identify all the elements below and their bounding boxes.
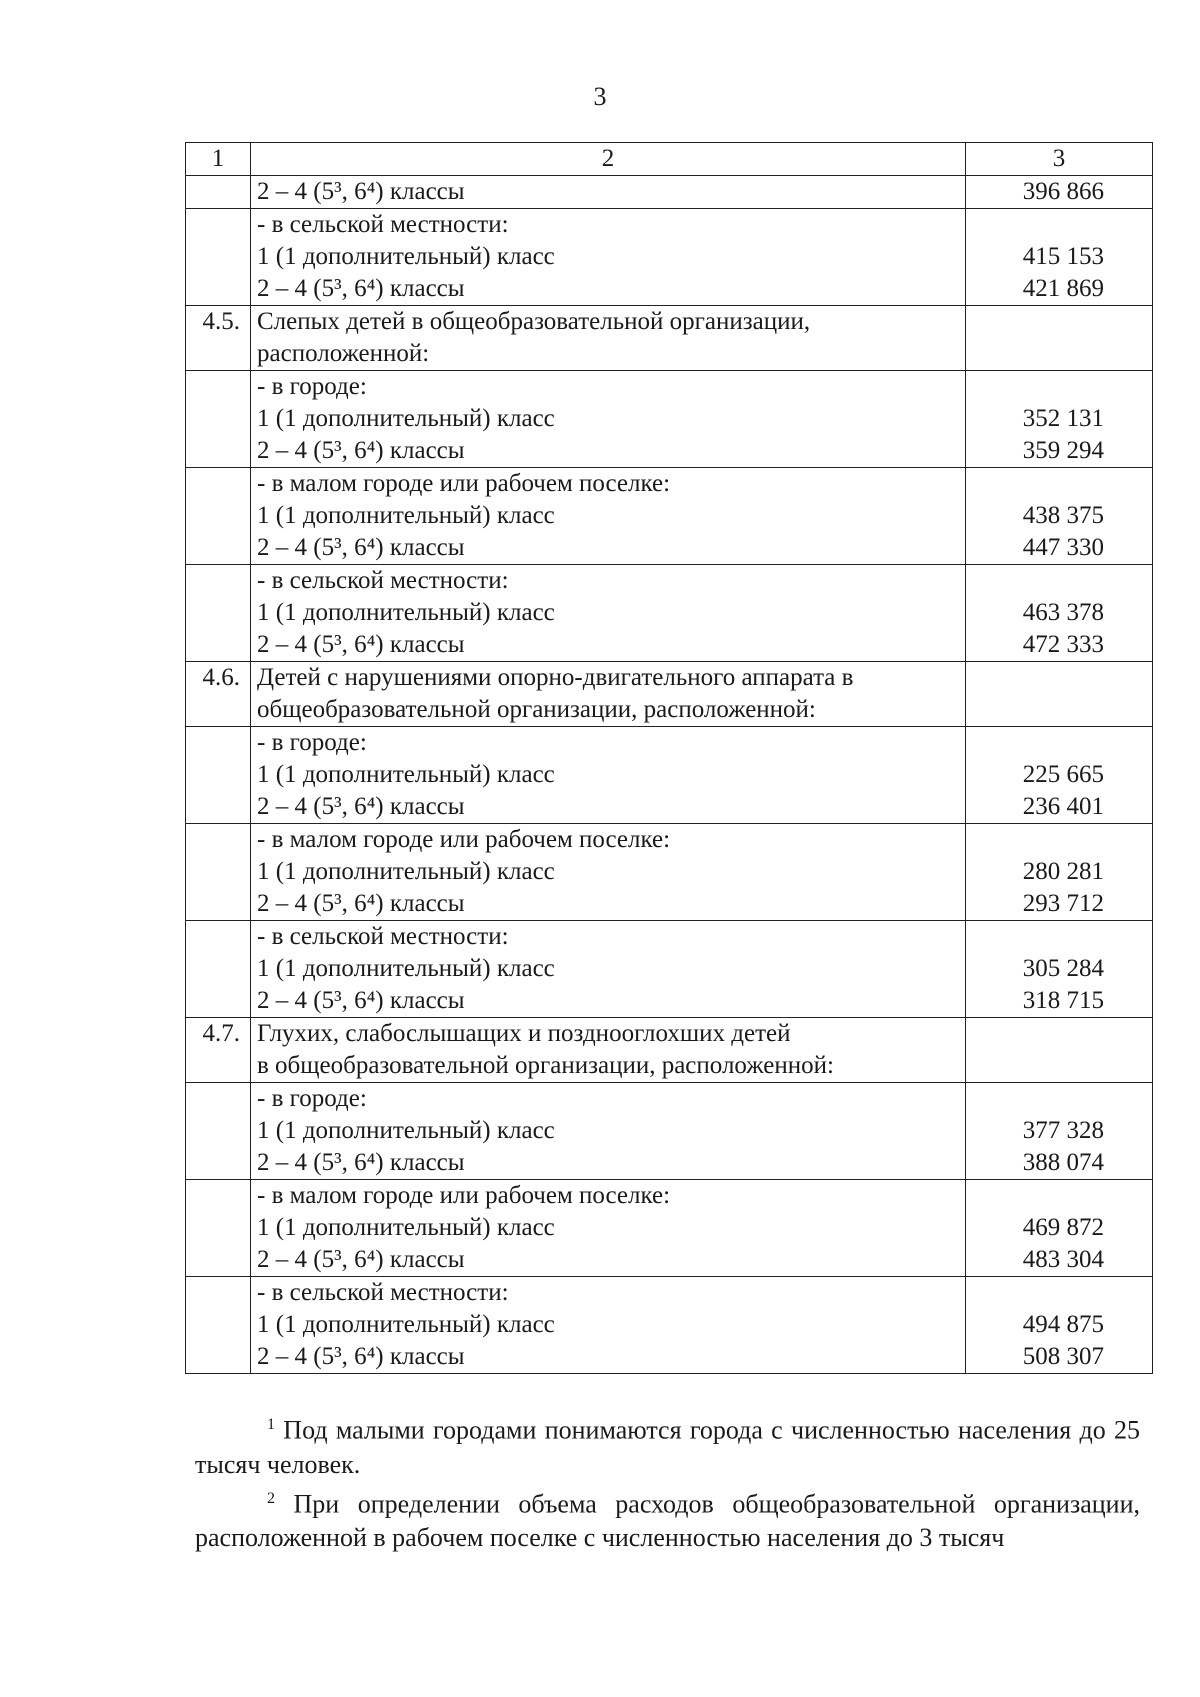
table-row <box>186 306 1153 371</box>
row-number-cell <box>186 824 251 921</box>
value-cell <box>966 468 1153 565</box>
value-cell <box>966 209 1153 306</box>
table-row <box>186 468 1153 565</box>
table-row <box>186 824 1153 921</box>
row-number-cell <box>186 468 251 565</box>
value-line: 318 715 <box>1022 987 1104 1014</box>
value-line <box>972 727 1104 759</box>
description-line: 1 (1 дополнительный) класс <box>257 1117 555 1144</box>
table-row <box>186 1018 1153 1083</box>
value-cell <box>966 176 1153 209</box>
row-number-cell <box>186 209 251 306</box>
table-row <box>186 371 1153 468</box>
table-header-row <box>186 143 1153 176</box>
footnote-2 <box>195 1482 1140 1556</box>
value-cell <box>966 1083 1153 1180</box>
value-line: 415 153 <box>1022 243 1104 270</box>
value-line: 352 131 <box>1022 405 1104 432</box>
page-number: 3 <box>593 82 607 111</box>
table-row <box>186 565 1153 662</box>
value-cell <box>966 727 1153 824</box>
value-line <box>972 1083 1104 1115</box>
description-line: 2 – 4 (5³, 6⁴) классы <box>257 793 465 820</box>
description-line: - в городе: <box>257 1085 367 1112</box>
value-line <box>972 824 1104 856</box>
value-line: 469 872 <box>1022 1214 1104 1241</box>
value-cell <box>966 1277 1153 1374</box>
description-line: 2 – 4 (5³, 6⁴) классы <box>257 987 465 1014</box>
description-line: 1 (1 дополнительный) класс <box>257 243 555 270</box>
value-line: 438 375 <box>1022 502 1104 529</box>
value-line <box>972 921 1104 953</box>
header-col-1: 1 <box>186 143 251 176</box>
value-line: 293 712 <box>1022 890 1104 917</box>
table-row <box>186 727 1153 824</box>
description-line: - в сельской местности: <box>257 1279 509 1306</box>
description-line: 2 – 4 (5³, 6⁴) классы <box>257 534 465 561</box>
description-line: - в сельской местности: <box>257 211 509 238</box>
value-line: 483 304 <box>1022 1246 1104 1273</box>
description-cell <box>251 727 966 824</box>
description-line: 1 (1 дополнительный) класс <box>257 502 555 529</box>
description-line: - в городе: <box>257 373 367 400</box>
table-row <box>186 1277 1153 1374</box>
value-line <box>972 468 1104 500</box>
table-row <box>186 176 1153 209</box>
description-line: 2 – 4 (5³, 6⁴) классы <box>257 890 465 917</box>
description-line: в общеобразовательной организации, расположенной: <box>257 1052 834 1079</box>
description-line: - в малом городе или рабочем поселке: <box>257 1182 671 1209</box>
description-line: - в малом городе или рабочем поселке: <box>257 470 671 497</box>
description-cell <box>251 306 966 371</box>
description-line: 2 – 4 (5³, 6⁴) классы <box>257 178 465 205</box>
description-line: 1 (1 дополнительный) класс <box>257 955 555 982</box>
value-line: 236 401 <box>1022 793 1104 820</box>
value-line: 225 665 <box>1022 761 1104 788</box>
value-line: 388 074 <box>1022 1149 1104 1176</box>
description-cell <box>251 209 966 306</box>
description-cell <box>251 1277 966 1374</box>
description-line: 2 – 4 (5³, 6⁴) классы <box>257 631 465 658</box>
description-line: Глухих, слабослышащих и позднооглохших детей <box>257 1020 791 1047</box>
value-cell <box>966 565 1153 662</box>
value-cell <box>966 662 1153 727</box>
description-line: - в сельской местности: <box>257 567 509 594</box>
description-line: 1 (1 дополнительный) класс <box>257 405 555 432</box>
description-line: - в городе: <box>257 729 367 756</box>
value-line: 359 294 <box>1022 437 1104 464</box>
description-cell <box>251 921 966 1018</box>
description-line: Слепых детей в общеобразовательной организации, <box>257 308 811 335</box>
description-cell <box>251 824 966 921</box>
value-line <box>972 209 1104 241</box>
row-number-cell: 4.6. <box>186 662 251 727</box>
value-line: 472 333 <box>1022 631 1104 658</box>
description-cell <box>251 1083 966 1180</box>
footnote-text: При определении объема расходов общеобразовательной организации, расположенной в рабочем поселке с численностью населения до 3 тысяч <box>195 1489 1140 1553</box>
value-cell <box>966 371 1153 468</box>
value-line: 494 875 <box>1022 1311 1104 1338</box>
value-line: 447 330 <box>1022 534 1104 561</box>
description-cell <box>251 1018 966 1083</box>
description-line: 2 – 4 (5³, 6⁴) классы <box>257 1246 465 1273</box>
row-number-cell: 4.5. <box>186 306 251 371</box>
value-line <box>972 371 1104 403</box>
value-cell <box>966 1180 1153 1277</box>
footnote-mark: 1 <box>267 1416 275 1433</box>
description-cell <box>251 662 966 727</box>
description-cell <box>251 176 966 209</box>
description-line: - в сельской местности: <box>257 923 509 950</box>
description-line: - в малом городе или рабочем поселке: <box>257 826 671 853</box>
table-row <box>186 921 1153 1018</box>
normative-cost-table <box>185 142 1153 1374</box>
description-line: 1 (1 дополнительный) класс <box>257 1311 555 1338</box>
value-line: 377 328 <box>1022 1117 1104 1144</box>
table-row <box>186 662 1153 727</box>
description-line: 1 (1 дополнительный) класс <box>257 761 555 788</box>
row-number-cell <box>186 727 251 824</box>
row-number-cell <box>186 176 251 209</box>
description-cell <box>251 1180 966 1277</box>
description-line: 2 – 4 (5³, 6⁴) классы <box>257 1343 465 1370</box>
description-cell <box>251 565 966 662</box>
description-line: 2 – 4 (5³, 6⁴) классы <box>257 275 465 302</box>
row-number-cell <box>186 1180 251 1277</box>
table-row <box>186 1083 1153 1180</box>
row-number-cell <box>186 371 251 468</box>
description-line: 2 – 4 (5³, 6⁴) классы <box>257 437 465 464</box>
row-number-cell <box>186 921 251 1018</box>
row-number-cell <box>186 565 251 662</box>
value-cell <box>966 824 1153 921</box>
value-line <box>972 1180 1104 1212</box>
description-line: 1 (1 дополнительный) класс <box>257 1214 555 1241</box>
table-row <box>186 1180 1153 1277</box>
row-number-cell <box>186 1277 251 1374</box>
footnotes <box>195 1408 1140 1555</box>
description-line: общеобразовательной организации, расположенной: <box>257 696 816 723</box>
description-line: 1 (1 дополнительный) класс <box>257 599 555 626</box>
description-line: Детей с нарушениями опорно-двигательного аппарата в <box>257 664 854 691</box>
value-line <box>972 565 1104 597</box>
row-number-cell: 4.7. <box>186 1018 251 1083</box>
value-cell <box>966 306 1153 371</box>
footnote-text: Под малыми городами понимаются города с численностью населения до 25 тысяч человек. <box>195 1415 1140 1479</box>
value-cell <box>966 921 1153 1018</box>
header-col-2: 2 <box>251 143 966 176</box>
value-line <box>972 1277 1104 1309</box>
table-row <box>186 209 1153 306</box>
value-cell <box>966 1018 1153 1083</box>
header-col-3: 3 <box>966 143 1153 176</box>
value-line: 463 378 <box>1022 599 1104 626</box>
description-line: 2 – 4 (5³, 6⁴) классы <box>257 1149 465 1176</box>
footnote-mark: 2 <box>267 1489 275 1507</box>
footnote-1 <box>195 1408 1140 1482</box>
description-cell <box>251 468 966 565</box>
description-line: 1 (1 дополнительный) класс <box>257 858 555 885</box>
row-number-cell <box>186 1083 251 1180</box>
value-line: 396 866 <box>1022 178 1104 205</box>
description-cell <box>251 371 966 468</box>
value-line: 421 869 <box>1022 275 1104 302</box>
description-line: расположенной: <box>257 340 430 367</box>
value-line: 508 307 <box>1022 1343 1104 1370</box>
value-line: 305 284 <box>1022 955 1104 982</box>
value-line: 280 281 <box>1022 858 1104 885</box>
